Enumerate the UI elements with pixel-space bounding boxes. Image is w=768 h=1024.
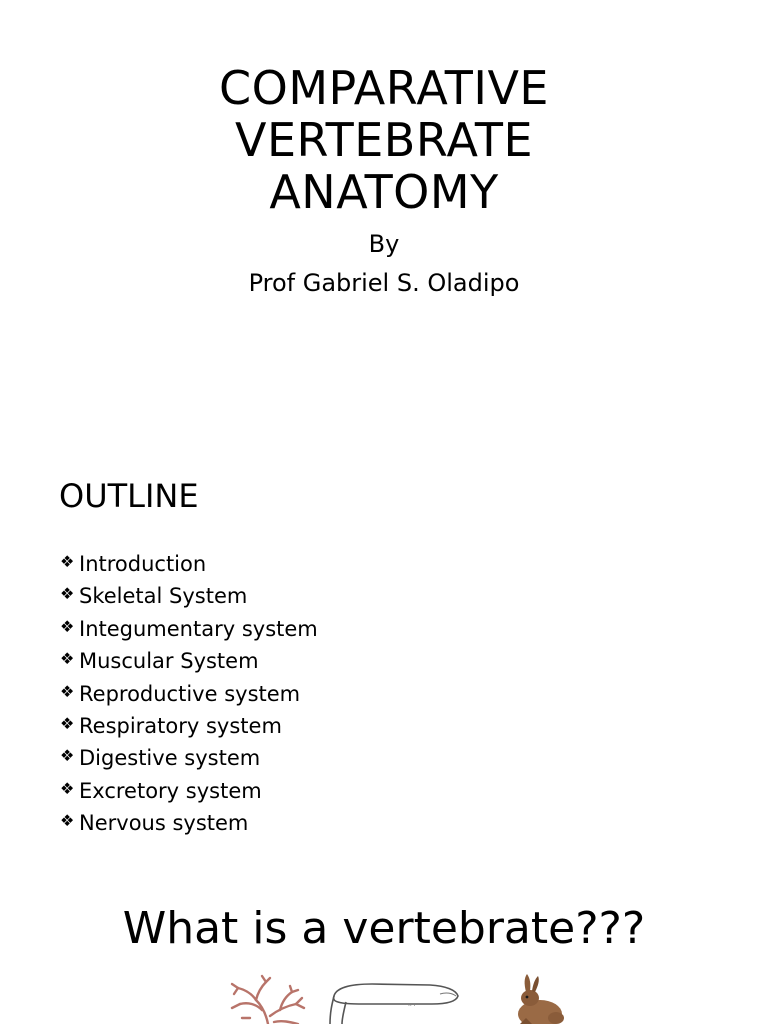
list-item [60,546,318,578]
svg-text:·· ·: ·· · [408,1003,416,1010]
title-line-3: ANATOMY [269,165,499,219]
section-question: What is a vertebrate??? [122,903,646,954]
animal-illustrations [0,974,768,1024]
list-item-label: Muscular System [79,649,259,674]
diamond-bullet-icon: ❖ [60,649,75,669]
list-item [60,578,318,610]
lancelet-icon [330,984,458,1024]
outline-heading: OUTLINE [59,477,199,515]
list-item-label: Introduction [79,552,207,576]
diamond-bullet-icon: ❖ [60,616,75,636]
list-item-label: Integumentary system [79,616,318,641]
document-title [0,62,768,218]
list-item-label: Respiratory system [79,713,282,738]
author-name: Prof Gabriel S. Oladipo [248,269,520,297]
list-item [60,611,318,643]
list-item [60,773,318,805]
diamond-bullet-icon: ❖ [60,778,75,798]
diamond-bullet-icon: ❖ [60,681,75,701]
list-item-label: Nervous system [79,811,249,836]
diamond-bullet-icon: ❖ [60,552,75,571]
coral-branch-icon [232,976,304,1024]
list-item-label: Skeletal System [79,584,248,609]
title-line-2: VERTEBRATE [234,113,534,167]
list-item-label: Reproductive system [79,681,301,706]
list-item [60,805,318,837]
list-item [60,676,318,708]
list-item [60,708,318,740]
title-line-1: COMPARATIVE [219,61,549,115]
list-item-label: Digestive system [79,746,261,771]
list-item-label: Excretory system [79,778,262,803]
byline-by: By [368,230,400,258]
diamond-bullet-icon: ❖ [60,811,75,831]
list-item [60,740,318,772]
list-item [60,643,318,675]
diamond-bullet-icon: ❖ [60,584,75,604]
diamond-bullet-icon: ❖ [60,713,75,733]
outline-list [60,546,318,838]
diamond-bullet-icon: ❖ [60,746,75,766]
rabbit-icon [518,974,564,1024]
